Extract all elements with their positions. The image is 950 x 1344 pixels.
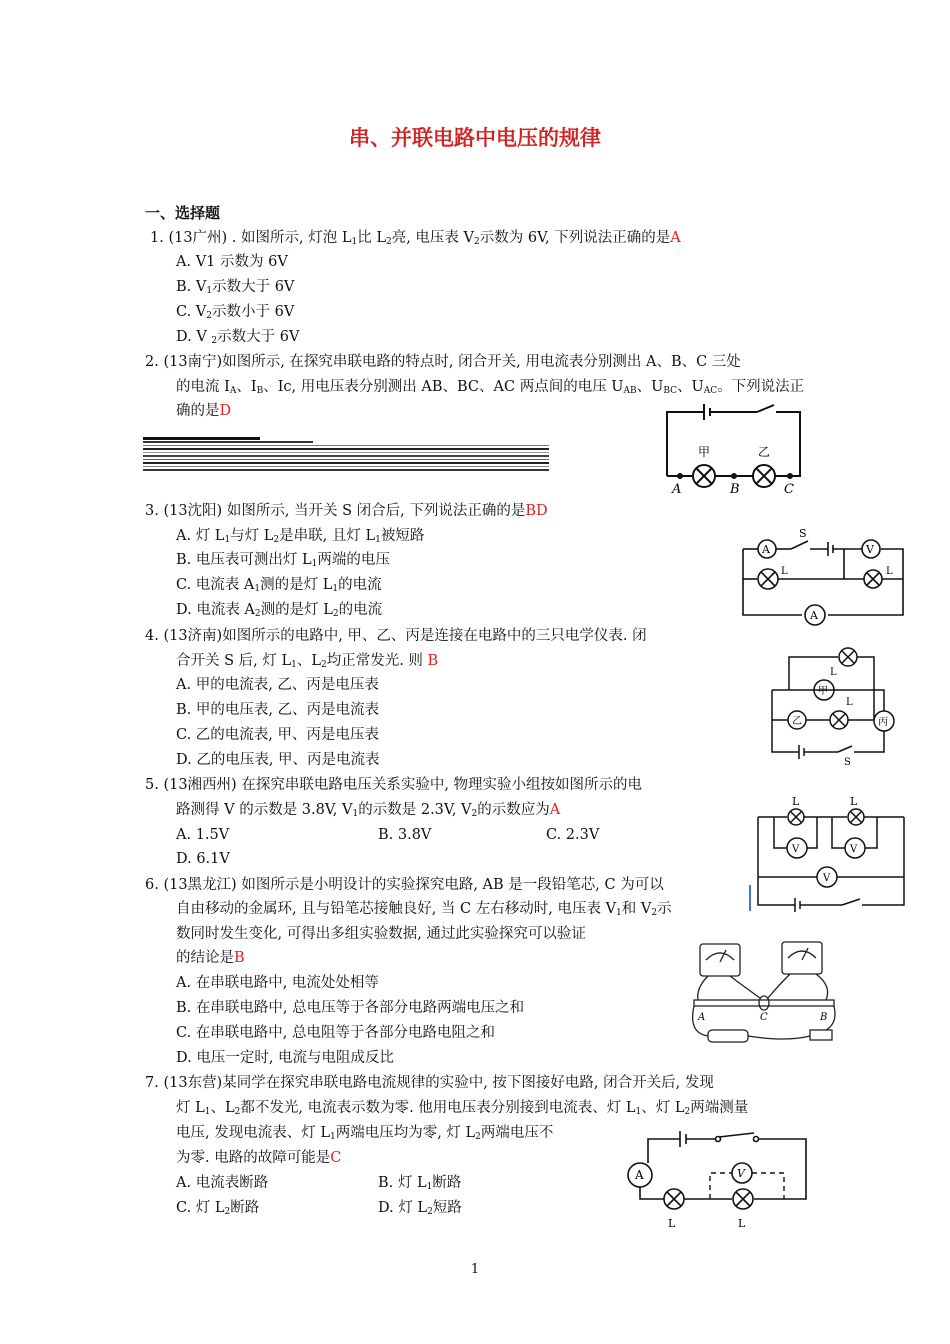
q4-option-a: A. 甲的电流表, 乙、丙是电压表 — [176, 677, 379, 693]
q3-fig-l2: L — [886, 566, 893, 577]
q4-option-c: C. 乙的电流表, 甲、丙是电压表 — [176, 727, 380, 743]
scan-noise-lines — [143, 437, 549, 473]
q4-fig-jia: 甲 — [818, 686, 828, 697]
section-heading: 一、选择题 — [145, 204, 221, 222]
q3-stem: 3. (13沈阳) 如图所示, 当开关 S 闭合后, 下列说法正确的是BD — [145, 503, 548, 519]
q3-fig-v: V — [866, 543, 874, 556]
q5-circuit-figure — [752, 795, 912, 915]
q3-fig-a1: A — [762, 543, 770, 556]
q5-stem-line2: 路测得 V 的示数是 3.8V, $V_1$的示数是 2.3V, $V_2$的示数应为A — [176, 802, 561, 819]
q7-stem-line1: 7. (13东营)某同学在探究串联电路电流规律的实验中, 按下图接好电路, 闭合开关后, 发现 — [145, 1075, 714, 1091]
q2-fig-label-b: B — [730, 482, 740, 495]
q4-fig-yi: 乙 — [792, 716, 802, 727]
q1-answer: A — [670, 230, 681, 246]
q4-circuit-figure — [764, 645, 904, 767]
q6-fig-c: C — [760, 1012, 768, 1023]
q1-option-d: D. V $_2$示数大于 6V — [176, 329, 300, 346]
q4-fig-l1: L — [830, 667, 837, 678]
q5-fig-v1: V — [850, 844, 858, 855]
q2-fig-label-c: C — [784, 482, 794, 495]
q4-stem-line2: 合开关 S 后, 灯 $L_1$、$L_2$均正常发光. 则 B — [176, 653, 439, 670]
q7-stem-line3: 电压, 发现电流表、灯 $L_1$两端电压均为零, 灯 $L_2$两端电压不 — [176, 1125, 554, 1142]
q2-stem-line1: 2. (13南宁)如图所示, 在探究串联电路的特点时, 闭合开关, 用电流表分别测出 A、B、C 三处 — [145, 354, 741, 370]
q1-option-c: C. $V_2$示数小于 6V — [176, 304, 295, 321]
q3-option-a: A. 灯 $L_1$与灯 $L_2$是串联, 且灯 $L_1$被短路 — [176, 528, 425, 545]
q4-stem-line1: 4. (13济南)如图所示的电路中, 甲、乙、丙是连接在电路中的三只电学仪表. 闭 — [145, 628, 647, 644]
q7-fig-l2: L — [738, 1217, 746, 1230]
q2-answer: D — [219, 403, 232, 419]
q2-stem-line2: 的电流 $I_A$、$I_B$、Ic, 用电压表分别测出 AB、BC、AC 两点间的电压 $U_{AB}$、$U_{BC}$、$U_{AC}$。下列说法正 — [176, 379, 805, 396]
q4-fig-bing: 丙 — [878, 717, 888, 728]
q6-apparatus-figure — [686, 938, 841, 1058]
q2-fig-label-a: A — [672, 482, 682, 495]
q4-answer: B — [427, 653, 439, 669]
q4-fig-l2: L — [846, 697, 853, 708]
q4-fig-s: S — [844, 757, 851, 767]
q1-option-a: A. V1 示数为 6V — [176, 254, 288, 270]
q3-option-b: B. 电压表可测出灯 $L_1$两端的电压 — [176, 552, 390, 569]
q6-answer: B — [234, 950, 245, 966]
q6-fig-a: A — [698, 1012, 706, 1023]
q5-answer: A — [549, 802, 561, 818]
q7-fig-v: V — [737, 1167, 745, 1180]
q6-option-a: A. 在串联电路中, 电流处处相等 — [176, 975, 379, 991]
q3-fig-s: S — [799, 527, 807, 540]
q3-option-c: C. 电流表 $A_1$测的是灯 $L_1$的电流 — [176, 577, 382, 594]
q7-option-d: D. 灯 $L_2$短路 — [378, 1200, 462, 1217]
q3-option-d: D. 电流表 $A_2$测的是灯 $L_2$的电流 — [176, 602, 383, 619]
q5-fig-l1: L — [850, 795, 858, 808]
q3-answer: BD — [525, 503, 548, 519]
q7-answer: C — [330, 1150, 342, 1166]
q6-fig-b: B — [820, 1012, 828, 1023]
q5-stem-line1: 5. (13湘西州) 在探究串联电路电压关系实验中, 物理实验小组按如图所示的电 — [145, 777, 643, 793]
q7-option-a: A. 电流表断路 — [176, 1175, 269, 1191]
q4-option-d: D. 乙的电压表, 甲、丙是电流表 — [176, 752, 380, 768]
q2-circuit-figure — [662, 400, 812, 495]
q5-fig-v: V — [823, 873, 831, 884]
q1-stem: 1. (13广州) . 如图所示, 灯泡 $L_1$比 $L_2$亮, 电压表 $V_2$示数为 6V, 下列说法正确的是A — [150, 230, 681, 247]
q5-option-c: C. 2.3V — [546, 827, 600, 843]
q6-stem-line1: 6. (13黑龙江) 如图所示是小明设计的实验探究电路, AB 是一段铅笔芯, C 为可以 — [145, 877, 664, 893]
q7-circuit-figure — [618, 1123, 818, 1233]
q2-fig-label-jia: 甲 — [698, 445, 711, 459]
q5-option-d: D. 6.1V — [176, 851, 230, 867]
q7-option-c: C. 灯 $L_2$断路 — [176, 1200, 260, 1217]
q3-fig-a2: A — [810, 609, 818, 622]
q6-option-d: D. 电压一定时, 电流与电阻成反比 — [176, 1050, 395, 1066]
q6-option-b: B. 在串联电路中, 总电压等于各部分电路两端电压之和 — [176, 1000, 525, 1016]
page-title: 串、并联电路中电压的规律 — [349, 126, 601, 150]
q1-option-b: B. $V_1$示数大于 6V — [176, 279, 295, 296]
q6-stem-line3: 数同时发生变化, 可得出多组实验数据, 通过此实验探究可以验证 — [176, 926, 586, 942]
q7-fig-a: A — [635, 1168, 644, 1182]
q6-stem-line2: 自由移动的金属环, 且与铅笔芯接触良好, 当 C 左右移动时, 电压表 $V_1$和 $V_2$示 — [176, 901, 672, 918]
q2-fig-label-yi: 乙 — [758, 445, 771, 459]
q6-option-c: C. 在串联电路中, 总电阻等于各部分电路电阻之和 — [176, 1025, 496, 1041]
q3-fig-l1: L — [781, 566, 788, 577]
q5-fig-l2: L — [792, 795, 800, 808]
q6-stem-line4: 的结论是B — [176, 950, 245, 966]
q5-fig-v2: V — [792, 844, 800, 855]
scan-artifact-bar — [749, 885, 751, 911]
q4-option-b: B. 甲的电压表, 乙、丙是电流表 — [176, 702, 380, 718]
q7-option-b: B. 灯 $L_1$断路 — [378, 1175, 462, 1192]
q5-option-a: A. 1.5V — [176, 827, 230, 843]
q3-circuit-figure — [736, 527, 911, 632]
q5-option-b: B. 3.8V — [378, 827, 432, 843]
page-number: 1 — [470, 1262, 480, 1277]
q7-stem-line2: 灯 $L_1$、$L_2$都不发光, 电流表示数为零. 他用电压表分别接到电流表、灯 $L_1$、灯 $L_2$两端测量 — [176, 1100, 749, 1117]
q2-stem-line3: 确的是D — [176, 403, 232, 419]
q7-stem-line4: 为零. 电路的故障可能是C — [176, 1150, 342, 1166]
q7-fig-l1: L — [668, 1217, 676, 1230]
